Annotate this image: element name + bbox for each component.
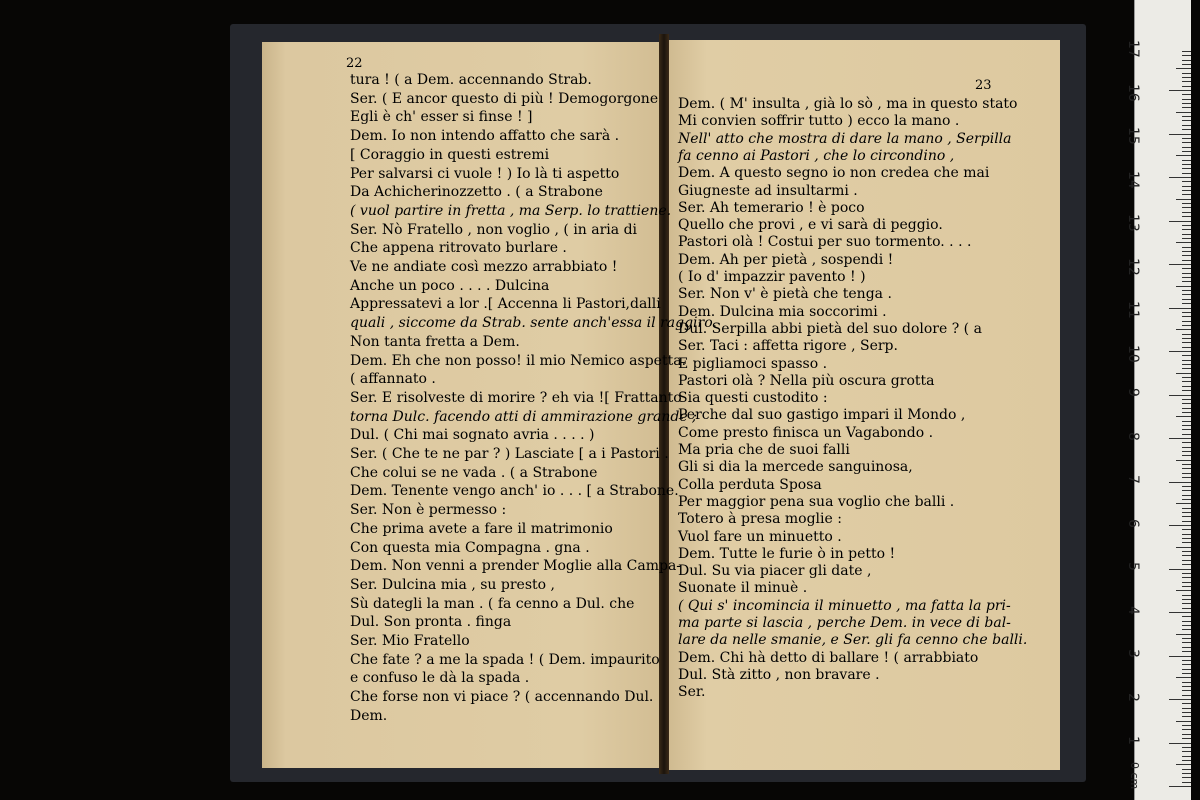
text-line: ( vuol partire in fretta , ma Serp. lo trattiene. bbox=[350, 202, 672, 219]
ruler-tick bbox=[1182, 573, 1191, 574]
ruler-tick bbox=[1182, 355, 1191, 356]
ruler-tick bbox=[1169, 743, 1191, 744]
ruler-tick bbox=[1182, 303, 1191, 304]
text-line: Come presto finisca un Vagabondo . bbox=[678, 424, 934, 441]
ruler-tick bbox=[1169, 482, 1191, 483]
ruler-tick bbox=[1182, 260, 1191, 261]
ruler-tick bbox=[1182, 364, 1191, 365]
ruler-number: 7 bbox=[1125, 475, 1141, 484]
ruler-tick bbox=[1182, 120, 1191, 121]
ruler-tick bbox=[1169, 699, 1191, 700]
ruler-tick bbox=[1182, 499, 1191, 500]
text-line: tura ! ( a Dem. accennando Strab. bbox=[350, 72, 592, 88]
ruler-tick bbox=[1182, 495, 1191, 496]
ruler-tick bbox=[1182, 529, 1191, 530]
ruler-tick bbox=[1176, 416, 1191, 417]
text-line: Dul. Son pronta . finga bbox=[350, 614, 512, 631]
text-line: Vuol fare un minuetto . bbox=[678, 528, 842, 545]
ruler-tick bbox=[1182, 138, 1191, 139]
ruler-tick bbox=[1182, 773, 1191, 774]
ruler-tick bbox=[1182, 51, 1191, 52]
ruler-tick bbox=[1182, 277, 1191, 278]
ruler-tick bbox=[1182, 669, 1191, 670]
text-line: Dem. bbox=[350, 707, 388, 724]
text-line: Dem. Dulcina mia soccorimi . bbox=[678, 303, 887, 320]
ruler-tick bbox=[1182, 686, 1191, 687]
ruler-tick bbox=[1182, 660, 1191, 661]
ruler-tick bbox=[1182, 212, 1191, 213]
ruler-tick bbox=[1182, 247, 1191, 248]
ruler-tick bbox=[1182, 734, 1191, 735]
text-line: e confuso le dà la spada . bbox=[350, 670, 530, 687]
ruler-tick bbox=[1182, 255, 1191, 256]
ruler-tick bbox=[1182, 225, 1191, 226]
ruler-tick bbox=[1182, 560, 1191, 561]
ruler-number: 14 bbox=[1125, 170, 1141, 189]
ruler-tick bbox=[1176, 329, 1191, 330]
ruler-tick bbox=[1182, 586, 1191, 587]
ruler-tick bbox=[1182, 251, 1191, 252]
ruler-tick bbox=[1169, 438, 1191, 439]
text-line: Dem. Chi hà detto di ballare ! ( arrabbiato bbox=[678, 649, 979, 666]
ruler-tick bbox=[1182, 334, 1191, 335]
ruler-tick bbox=[1182, 268, 1191, 269]
ruler-tick bbox=[1182, 442, 1191, 443]
left-page-number: 22 bbox=[346, 56, 363, 71]
text-line: Ser. ( E ancor questo di più ! Demogorgone bbox=[350, 90, 659, 107]
ruler-tick bbox=[1182, 164, 1191, 165]
ruler-tick bbox=[1182, 603, 1191, 604]
text-line: Sù dategli la man . ( fa cenno a Dul. che bbox=[350, 595, 635, 612]
ruler-tick bbox=[1182, 551, 1191, 552]
ruler-tick bbox=[1182, 77, 1191, 78]
ruler-tick bbox=[1176, 503, 1191, 504]
text-line: Ser. ( Che te ne par ? ) Lasciate [ a i Pastori . bbox=[350, 446, 669, 462]
text-line: Colla perduta Sposa bbox=[678, 476, 822, 493]
ruler-tick bbox=[1182, 360, 1191, 361]
text-line: Egli è ch' esser si finse ! ] bbox=[350, 109, 533, 126]
ruler-tick bbox=[1182, 325, 1191, 326]
ruler-tick bbox=[1182, 447, 1191, 448]
ruler-tick bbox=[1182, 381, 1191, 382]
ruler-number: 10 bbox=[1125, 344, 1141, 363]
ruler-number: 2 bbox=[1125, 692, 1141, 702]
ruler-number: 4 bbox=[1125, 605, 1141, 615]
ruler-tick bbox=[1182, 216, 1191, 217]
ruler-tick bbox=[1182, 608, 1191, 609]
text-line: Dul. Su via piacer gli date , bbox=[678, 563, 872, 580]
text-line: ( Io d' impazzir pavento ! ) bbox=[678, 269, 866, 285]
ruler-tick bbox=[1182, 595, 1191, 596]
text-line: Per salvarsi ci vuole ! ) Io là ti aspetto bbox=[350, 165, 620, 182]
ruler-number: 17 bbox=[1125, 40, 1141, 58]
ruler-tick bbox=[1182, 421, 1191, 422]
ruler-tick bbox=[1182, 390, 1191, 391]
ruler-tick bbox=[1182, 708, 1191, 709]
text-line: Pastori olà ! Costui per suo tormento. . . . bbox=[678, 234, 972, 251]
ruler-tick bbox=[1182, 386, 1191, 387]
ruler-tick bbox=[1182, 86, 1191, 87]
text-line: Pastori olà ? Nella più oscura grotta bbox=[678, 372, 935, 389]
text-line: Ve ne andiate così mezzo arrabbiato ! bbox=[350, 259, 618, 275]
text-line: Ser. Non è permesso : bbox=[350, 502, 507, 519]
text-line: Che colui se ne vada . ( a Strabone bbox=[350, 464, 598, 481]
ruler-tick bbox=[1182, 599, 1191, 600]
ruler-tick bbox=[1182, 103, 1191, 104]
text-line: fa cenno ai Pastori , che lo circondino , bbox=[678, 147, 955, 164]
ruler-tick bbox=[1182, 129, 1191, 130]
ruler-tick bbox=[1182, 629, 1191, 630]
text-line: Dem. Ah per pietà , sospendi ! bbox=[678, 251, 894, 268]
ruler-tick bbox=[1176, 199, 1191, 200]
ruler-tick bbox=[1182, 490, 1191, 491]
text-line: Dul. ( Chi mai sognato avria . . . . ) bbox=[350, 427, 595, 444]
ruler-tick bbox=[1182, 168, 1191, 169]
ruler-tick bbox=[1182, 60, 1191, 61]
ruler-tick bbox=[1182, 321, 1191, 322]
ruler-tick bbox=[1182, 377, 1191, 378]
text-line: Che forse non vi piace ? ( accennando Dul. bbox=[350, 689, 654, 706]
text-line: Che appena ritrovato burlare . bbox=[350, 240, 567, 257]
ruler-number: 11 bbox=[1125, 301, 1141, 319]
ruler-tick bbox=[1169, 351, 1191, 352]
ruler-tick bbox=[1182, 408, 1191, 409]
ruler-number: 8 bbox=[1125, 431, 1141, 441]
ruler-tick bbox=[1182, 464, 1191, 465]
ruler-tick bbox=[1169, 90, 1191, 91]
ruler-tick bbox=[1182, 555, 1191, 556]
text-line: ( Qui s' incomincia il minuetto , ma fatta la pri- bbox=[678, 597, 1011, 614]
ruler-tick bbox=[1176, 155, 1191, 156]
ruler-tick bbox=[1182, 690, 1191, 691]
ruler-tick bbox=[1182, 142, 1191, 143]
text-line: Per maggior pena sua voglio che balli . bbox=[678, 493, 955, 510]
ruler-tick bbox=[1182, 521, 1191, 522]
ruler-tick bbox=[1182, 99, 1191, 100]
ruler-tick bbox=[1176, 373, 1191, 374]
ruler-tick bbox=[1182, 273, 1191, 274]
text-line: Da Achicherinozzetto . ( a Strabone bbox=[350, 184, 603, 201]
ruler-tick bbox=[1182, 238, 1191, 239]
ruler-tick bbox=[1176, 112, 1191, 113]
text-line: Sia questi custodito : bbox=[678, 390, 828, 407]
text-line: Dem. Tutte le furie ò in petto ! bbox=[678, 545, 896, 562]
ruler-tick bbox=[1182, 412, 1191, 413]
ruler-tick bbox=[1176, 764, 1191, 765]
ruler-tick bbox=[1182, 616, 1191, 617]
text-line: Mi convien soffrir tutto ) ecco la mano . bbox=[678, 113, 960, 130]
ruler-tick bbox=[1182, 347, 1191, 348]
ruler-unit-label: 0 cm bbox=[1128, 762, 1141, 790]
text-line: Dem. Eh che non posso! il mio Nemico aspetta. bbox=[350, 352, 687, 369]
ruler-tick bbox=[1182, 712, 1191, 713]
ruler-number: 13 bbox=[1125, 214, 1141, 232]
ruler-tick bbox=[1182, 429, 1191, 430]
ruler-tick bbox=[1182, 582, 1191, 583]
ruler-tick bbox=[1182, 368, 1191, 369]
ruler-tick bbox=[1182, 664, 1191, 665]
ruler-tick bbox=[1176, 634, 1191, 635]
ruler-tick bbox=[1176, 547, 1191, 548]
ruler-tick bbox=[1169, 395, 1191, 396]
ruler-number: 16 bbox=[1125, 83, 1141, 102]
text-line: Nell' atto che mostra di dare la mano , Serpilla bbox=[678, 130, 1012, 147]
ruler-tick bbox=[1182, 769, 1191, 770]
ruler-number: 1 bbox=[1125, 736, 1141, 745]
ruler-tick bbox=[1182, 81, 1191, 82]
ruler-tick bbox=[1169, 569, 1191, 570]
ruler-tick bbox=[1182, 338, 1191, 339]
ruler-tick bbox=[1182, 756, 1191, 757]
ruler-tick bbox=[1182, 508, 1191, 509]
ruler-tick bbox=[1182, 638, 1191, 639]
text-line: Perche dal suo gastigo impari il Mondo , bbox=[678, 407, 966, 424]
ruler-tick bbox=[1182, 125, 1191, 126]
text-line: Che fate ? a me la spada ! ( Dem. impaurito bbox=[350, 651, 660, 668]
ruler-tick bbox=[1182, 294, 1191, 295]
text-line: Ser. Taci : affetta rigore , Serp. bbox=[678, 338, 898, 355]
ruler-tick bbox=[1182, 342, 1191, 343]
text-line: Che prima avete a fare il matrimonio bbox=[350, 520, 613, 537]
ruler-tick bbox=[1182, 64, 1191, 65]
ruler-tick bbox=[1169, 612, 1191, 613]
text-line: Ser. E risolveste di morire ? eh via ![ Frattanto bbox=[350, 389, 682, 406]
ruler-tick bbox=[1176, 68, 1191, 69]
ruler-tick bbox=[1182, 181, 1191, 182]
text-line: Gli si dia la mercede sanguinosa, bbox=[678, 459, 913, 476]
measuring-ruler bbox=[1125, 0, 1191, 800]
text-line: Con questa mia Compagna . gna . bbox=[350, 539, 590, 556]
ruler-tick bbox=[1182, 468, 1191, 469]
ruler-tick bbox=[1182, 299, 1191, 300]
ruler-tick bbox=[1176, 677, 1191, 678]
ruler-tick bbox=[1169, 656, 1191, 657]
text-line: Ser. Dulcina mia , su presto , bbox=[350, 576, 555, 593]
ruler-tick bbox=[1182, 207, 1191, 208]
ruler-tick bbox=[1182, 151, 1191, 152]
ruler-number: 9 bbox=[1125, 388, 1141, 397]
ruler-tick bbox=[1182, 147, 1191, 148]
text-line: quali , siccome da Strab. sente anch'essa il raggiro. bbox=[350, 315, 717, 332]
ruler-tick bbox=[1182, 534, 1191, 535]
ruler-tick bbox=[1169, 221, 1191, 222]
ruler-tick bbox=[1182, 703, 1191, 704]
ruler-tick bbox=[1182, 725, 1191, 726]
text-line: Dem. Tenente vengo anch' io . . . [ a Strabone. bbox=[350, 483, 679, 500]
ruler-tick bbox=[1182, 203, 1191, 204]
ruler-tick bbox=[1182, 229, 1191, 230]
text-line: ( affannato . bbox=[350, 371, 436, 388]
text-line: Appressatevi a lor .[ Accenna li Pastori,dalli bbox=[350, 296, 661, 313]
ruler-tick bbox=[1182, 577, 1191, 578]
ruler-tick bbox=[1182, 281, 1191, 282]
ruler-tick bbox=[1182, 486, 1191, 487]
text-line: Dem. Non venni a prender Moglie alla Campa- bbox=[350, 558, 682, 575]
ruler-tick bbox=[1176, 286, 1191, 287]
text-line: ma parte si lascia , perche Dem. in vece di bal- bbox=[678, 615, 1011, 631]
text-line: Ser. Mio Fratello bbox=[350, 633, 470, 649]
text-line: Totero à presa moglie : bbox=[678, 511, 842, 528]
ruler-tick bbox=[1182, 190, 1191, 191]
ruler-tick bbox=[1169, 525, 1191, 526]
ruler-tick bbox=[1182, 729, 1191, 730]
ruler-tick bbox=[1182, 564, 1191, 565]
ruler-tick bbox=[1176, 460, 1191, 461]
ruler-tick bbox=[1182, 425, 1191, 426]
ruler-tick bbox=[1176, 590, 1191, 591]
ruler-tick bbox=[1169, 308, 1191, 309]
ruler-number: 12 bbox=[1125, 257, 1141, 276]
ruler-tick bbox=[1182, 760, 1191, 761]
ruler-tick bbox=[1182, 173, 1191, 174]
ruler-tick bbox=[1182, 399, 1191, 400]
ruler-tick bbox=[1182, 782, 1191, 783]
text-line: E pigliamoci spasso . bbox=[678, 355, 828, 372]
ruler-tick bbox=[1182, 234, 1191, 235]
ruler-number: 5 bbox=[1125, 562, 1141, 571]
ruler-tick bbox=[1182, 651, 1191, 652]
ruler-tick bbox=[1182, 73, 1191, 74]
ruler-tick bbox=[1182, 160, 1191, 161]
ruler-tick bbox=[1182, 751, 1191, 752]
ruler-tick bbox=[1182, 107, 1191, 108]
ruler-tick bbox=[1182, 194, 1191, 195]
ruler-tick bbox=[1182, 621, 1191, 622]
right-page-number: 23 bbox=[975, 78, 992, 93]
text-line: Non tanta fretta a Dem. bbox=[350, 333, 520, 350]
text-line: Anche un poco . . . . Dulcina bbox=[350, 277, 550, 294]
ruler-tick bbox=[1182, 538, 1191, 539]
text-line: lare da nelle smanie, e Ser. gli fa cenno che balli. bbox=[678, 632, 1028, 649]
text-line: torna Dulc. facendo atti di ammirazione grande ; bbox=[350, 408, 697, 425]
ruler-tick bbox=[1182, 647, 1191, 648]
ruler-tick bbox=[1182, 512, 1191, 513]
ruler-tick bbox=[1169, 134, 1191, 135]
ruler-tick bbox=[1182, 55, 1191, 56]
ruler-tick bbox=[1182, 403, 1191, 404]
text-line: Suonate il minuè . bbox=[678, 580, 808, 597]
ruler-tick bbox=[1182, 451, 1191, 452]
ruler-number: 15 bbox=[1125, 127, 1141, 145]
ruler-tick bbox=[1182, 542, 1191, 543]
text-line: Ma pria che de suoi falli bbox=[678, 442, 850, 458]
ruler-tick bbox=[1182, 716, 1191, 717]
ruler-tick bbox=[1182, 455, 1191, 456]
ruler-tick bbox=[1169, 177, 1191, 178]
ruler-tick bbox=[1176, 721, 1191, 722]
text-line: Dul. Serpilla abbi pietà del suo dolore ? ( a bbox=[678, 320, 982, 337]
ruler-tick bbox=[1182, 625, 1191, 626]
ruler-tick bbox=[1182, 682, 1191, 683]
text-line: Dul. Stà zitto , non bravare . bbox=[678, 666, 880, 683]
ruler-number: 3 bbox=[1125, 649, 1141, 658]
text-line: Ser. Non v' è pietà che tenga . bbox=[678, 286, 892, 303]
ruler-tick bbox=[1169, 264, 1191, 265]
ruler-tick bbox=[1182, 695, 1191, 696]
ruler-tick bbox=[1182, 94, 1191, 95]
ruler-tick bbox=[1182, 738, 1191, 739]
ruler-tick bbox=[1182, 312, 1191, 313]
ruler-tick bbox=[1182, 186, 1191, 187]
ruler-tick bbox=[1182, 116, 1191, 117]
text-line: Ser. Ah temerario ! è poco bbox=[678, 199, 865, 216]
ruler-tick bbox=[1182, 516, 1191, 517]
ruler-number: 6 bbox=[1125, 518, 1141, 528]
ruler-tick bbox=[1182, 473, 1191, 474]
ruler-tick bbox=[1182, 290, 1191, 291]
text-line: Dem. Io non intendo affatto che sarà . bbox=[350, 128, 620, 145]
text-line: Dem. ( M' insulta , già lo sò , ma in questo stato bbox=[678, 96, 1018, 112]
text-line: [ Coraggio in questi estremi bbox=[350, 146, 550, 163]
ruler-tick bbox=[1182, 477, 1191, 478]
text-line: Quello che provi , e vi sarà di peggio. bbox=[678, 217, 943, 234]
ruler-tick bbox=[1176, 242, 1191, 243]
ruler-tick bbox=[1169, 786, 1191, 787]
ruler-tick bbox=[1182, 316, 1191, 317]
ruler-tick bbox=[1182, 642, 1191, 643]
text-line: Ser. bbox=[678, 684, 706, 701]
text-line: Giugneste ad insultarmi . bbox=[678, 182, 858, 199]
text-line: Ser. Nò Fratello , non voglio , ( in aria di bbox=[350, 221, 638, 238]
text-line: Dem. A questo segno io non credea che mai bbox=[678, 165, 990, 182]
ruler-tick bbox=[1182, 777, 1191, 778]
ruler-tick bbox=[1182, 434, 1191, 435]
ruler-tick bbox=[1182, 747, 1191, 748]
ruler-tick bbox=[1182, 673, 1191, 674]
